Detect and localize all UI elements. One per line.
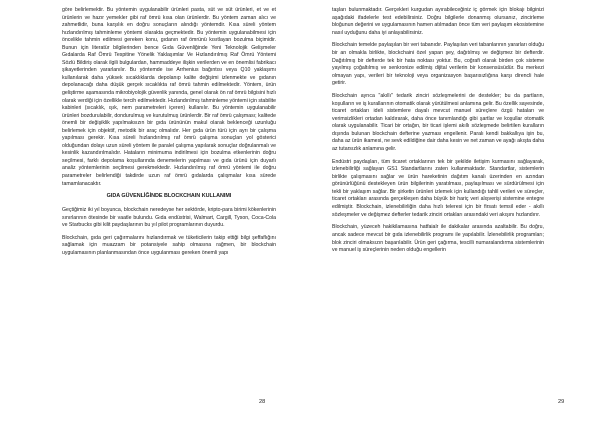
right-page-text bbox=[332, 7, 544, 260]
paragraph: Blockchain, gıda geri çağırmalarını hızlandırmak ve tüketicilerin takip ettiği bilgi şeffaflığını sağlamak için muazzam bir potansiyele sahip olmasına rağmen, bir blockchain uygulamasının planlanmasından önce uygulanması gereken önemli yapı bbox=[62, 234, 276, 256]
right-page bbox=[300, 0, 600, 424]
paragraph: göre belirlemektir. Bu yöntemin uygulanabilir ürünleri pasta, süt ve süt ürünleri, et ve et ürünlerin ve hazır yemekler gibi raf ömrü kısa olan ürünlerdir. Bu yöntem zaman alıcı ve zahmetlidir, buna karşılık en doğru sonuçların alındığı yöntemdir. Kısa süreli yöntem hızlandırılmış tahminleme yöntemi olarakta geçmektedir. Bu yöntemin uygulanabilmesi için öncelikle tahmin edilmesi gereken konu, gıdanın raf ömrünü kısıtlayan bozulma biçimidir. Bunun için literatür bilgilerinden bence Gıda Güvenliğinde Yeni Teknolojik Gelişmeler Gıdalarda Raf Ömrü Tespitine Yönelik Yaklaşımlar Ve Hızlandırılmış Raf Ömrü Yöntemi Sözlü Bildiriş olarak ilgili bulgulardan, hammaddeye ilişkin verilerden ve en önemlisi fabrikacı şikayetlerinden yararlanılır. Bu yöntemde ise Arrhenius bağıntısı veya Q10 yaklaşımı kullanılarak daha yüksek sıcaklıklarda depolanıp kalite değişimi izlenmekte ve gıdanın depolanacağı daha düşük gerçek sıcaklıkta raf ömrü tahmin edilmektedir. Yöntem, ürün geliştirme aşamasında mikrobiyolojik güvenlik yanında, genel olarak ön raf ömrü bilgisini hızlı olarak verdiği için özellikle tercih edilmektedir. Hızlandırılmış tahminleme yöntemi için stabilite kabinleri (sıcaklık, ışık, nem parametreleri içeren) kullanılır. Bu yöntemin uygulanabilir ürünleri bozdurulabilir, dondurulmuş ve kurutulmuş ürünlerdir. Bir raf ömrü çalışması; kalitede önemli bir değişiklik yapılmaksızın bir gıda ürününün makul olarak beklenceği uzunluğu belirlemek için objektif, metodik bir araç olmalıdır. Her gıda ürün türü için ayrı bir çalışma yapılması gerekir. Kısa süreli hızlandırılmış raf ömrü çalışma sonuçları yol gösterici olduğundan dolayı uzun süreli yöntem ile paralel çalışma yapılarak sonuçlar doğrulanmalı ve kesinlik kazandırılmalıdır. Hataların minimuma indirilmesi için bozulma etkenlerinin doğru seçilmesi, farklı depolama koşullarında denemelerin yapılması ve gıda ürünü için duyarlı analiz yöntemlerinin seçilmesi gerekmektedir. Hızlandırılmış raf ömrü yöntemi ile doğru parametreler belirlendiği takdirde uzun raf ömrü gıdalarda çalışmalar kısa sürede tamamlanacaktır. bbox=[62, 7, 276, 187]
section-heading: GIDA GÜVENLİĞİNDE BLOCKCHAIN KULLANIMI bbox=[106, 193, 232, 200]
paragraph: taşları bulunmaktadır. Gerçekleri kurgudan ayırabileceğiniz iç görmek için blokajı bilginizi aşağıdaki ifadelerle test edebilirsiniz. Doğru bilgilerle donanmış olursanız, zincirleme bloğunun değerini ve uygulamasının hamen atılmadan önce tüm veri paylaşım ekosistemine nasıl uyduğunu daha iyi anlayabilirsiniz. bbox=[332, 7, 544, 36]
left-page-text bbox=[62, 7, 276, 263]
paragraph: Endüstri paydaşları, tüm ticaret ortaklarının tek bir şekilde iletişim kurmasını sağlayarak, izlenebilirliği sağlayan GS1 Standartlarını zaten kullanmaktadır. Standartlar, sistemlerin birlikte çalışmasını sağlar ve ürün hareketinin dağıtım kanalı üzerinden en azından görünürlüğünü destekleyen ürün bilgilerinin yaratılması, paylaşılması ve sürdürülmesi için tekli bir yaklaşım sağlar. Bir şirketin ürünleri izlemek için kullandığı tahlil verileri ve süreçler, ticaret ortakları arasında gerçekleşen daha büyük bir hariç veri alışverişi sistemine entegre edilmiştir. Blockchain, izlenebilirliğin daha hızlı teleresi için bir firsatı temsil eder - akıllı sözleşmeler ve değişmez defterler tedarik zinciri ortakları arasındaki veri akışını hızlandırır. bbox=[332, 158, 544, 218]
paragraph: Blockchain ayrıca "akıllı" tedarik zinciri sözleşmelerini de destekler; bu da partların, koşulların ve iş kurallarının otomatik olarak yürütülmesi anlamına gelir. Bu özellik sayesinde, ticaret ortakları ideli sistemlere dayalı mevcut manuel süreçlere özgü hataları ve verimsizlikleri ortadan kaldırarak, daha önce tanımlandığı gibi şartlar ve koşullar otomatik olarak uygulanabilir. Ticari bir ortağın, bir ticari işlemi akıllı sözleşmede belirtilen kuralların dışında bulunan blockchain defterine yazması engellenir. Paralı kendi bakkallıya işin bu, daha az ürün ikamesi, ne sevk edildiğine dair daha kesin ve net zaman ve ayağı akışta daha az tutarsızlık anlamına gelir. bbox=[332, 93, 544, 152]
paragraph: Blockchain temelde paylaşılan bir veri tabanıdır. Paylaşılan veri tabanlarının yararları olduğu bir an olmakla birlikte, blockchaini özel yapan şey, dağıtılmış ve değişmez bir defterdir. Dağıtılmış bir defterde tek bir hata noktası yoktur. Bu, coğrafi olarak birden çok sisteme yayılmış çoğaltılmış ve senkronize edilmiş dijital verilerin bir konsensüsüdür. Bu merkezi olmayan yapı, verileri bir teknoloji veya organizasyon başarısızlığına karşı direncli hale getirir. bbox=[332, 42, 544, 87]
page-number: 28 bbox=[259, 399, 266, 405]
paragraph: Blockchain, yüzeceh hakikilamasına hatfaialr ile dakikalar arasında azaltabilir. Bu doğru, ancak sadece mevcut bir gıda izlenebilirlik programı ile yapılabilir. İzlenebilirlik programları; blok zinciri olmaksızın başarılabilir. Ürün geri çağırma, tescilli numaralandırma sistemlerinin ve manuel iş süreçlerinin neden olduğu engellerin bbox=[332, 224, 544, 254]
paragraph: Geçtiğimiz iki yıl boyunca, blockchain neredeyse her sektörde, kripto-para birimi kökenlerinin sınırlarının ötesinde bir vaatle bulundu. Gıda endüstrisi, Walmart, Cargill, Tyson, Coca-Cola ve Starbucks gibi kilit paydaşlarının bu yıl pilot programlarının duyurdu. bbox=[62, 206, 276, 229]
page-number: 29 bbox=[558, 399, 565, 405]
